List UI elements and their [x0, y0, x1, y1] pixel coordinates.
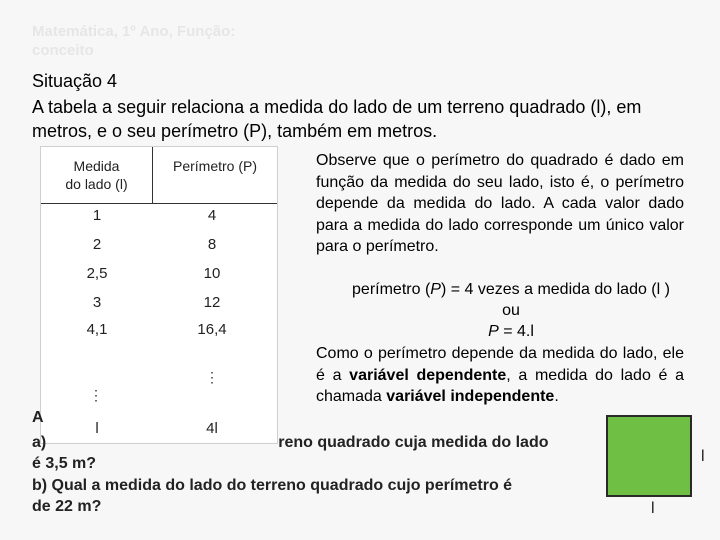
table-cell-side: 2,5 [86, 265, 108, 282]
formula-line3 [318, 321, 704, 342]
situation-intro: A tabela a seguir relaciona a medida do lado de um terreno quadrado (l), em metros, e o seu perímetro (P), também em metros. [32, 97, 642, 141]
table-cell-side-general: l [95, 420, 99, 437]
question-b-line2: de 22 m? [32, 498, 102, 515]
header-line1: Matemática, 1º Ano, Função: [32, 23, 236, 40]
explanation-part2: , a medida do lado é a chamada [316, 366, 685, 405]
questions-prefix: A [32, 409, 44, 426]
formula-p-symbol: P [430, 281, 441, 298]
table-cell-perimeter: 8 [207, 236, 217, 253]
table-ellipsis-side: ⋮ [89, 387, 103, 403]
table-cell-perimeter: 10 [203, 265, 221, 282]
situation-title: Situação 4 [32, 71, 118, 91]
formula-line1-a: perímetro ( [352, 281, 431, 298]
table-header-side-line2: do lado (l) [65, 176, 128, 192]
table-cell-perimeter: 16,4 [197, 321, 227, 338]
table-cell-side: 2 [92, 236, 102, 253]
square-figure [606, 415, 692, 497]
observation-paragraph: Observe que o perímetro do quadrado é dado em função da medida do seu lado, isto é, o perímetro depende da medida do lado. A cada valor dado para a medida do lado corresponde um único valor para o perímetro. [316, 152, 684, 256]
question-a-label: a) [32, 434, 47, 451]
header-line2: conceito [32, 42, 94, 59]
question-a-line2: é 3,5 m? [32, 455, 97, 472]
question-a-line1 [32, 432, 592, 453]
dependent-variable-term: variável dependente [349, 366, 507, 384]
square-side-label-bottom: l [651, 500, 655, 517]
formula-line1 [318, 279, 704, 300]
table-header-side [41, 157, 152, 193]
table-cell-side: 4,1 [86, 321, 108, 338]
explanation-part3: . [554, 388, 559, 405]
table-cell-perimeter-general: 4l [206, 420, 218, 437]
independent-variable-term: variável independente [386, 388, 555, 405]
table-cell-perimeter: 4 [207, 207, 217, 224]
formula-line2: ou [502, 302, 520, 319]
question-b-line1: b) Qual a medida do lado do terreno quadrado cujo perímetro é [32, 477, 513, 494]
square-side-label-right: l [701, 448, 705, 465]
table-cell-side: 3 [92, 294, 102, 311]
table-cell-side: 1 [92, 207, 102, 224]
question-a-visible-text: reno quadrado cuja medida do lado [278, 434, 549, 451]
table-divider-vertical [152, 147, 153, 203]
perimeter-formula [318, 279, 704, 342]
formula-line1-b: ) = 4 vezes a medida do lado (l ) [440, 281, 670, 298]
table-divider-horizontal [41, 203, 277, 204]
table-header-side-line1: Medida [73, 158, 120, 174]
explanation-part1: Como o perímetro depende da medida do lado, ele é a [316, 345, 684, 384]
lesson-header [32, 22, 235, 60]
table-cell-perimeter: 12 [203, 294, 221, 311]
explanation-paragraph [316, 343, 684, 408]
table-ellipsis-perimeter: ⋮ [205, 369, 219, 385]
table-header-perimeter: Perímetro (P) [172, 158, 257, 174]
formula-line3-rest: = 4.l [498, 323, 534, 340]
formula-p-symbol: P [488, 323, 499, 340]
side-perimeter-table [40, 146, 278, 444]
